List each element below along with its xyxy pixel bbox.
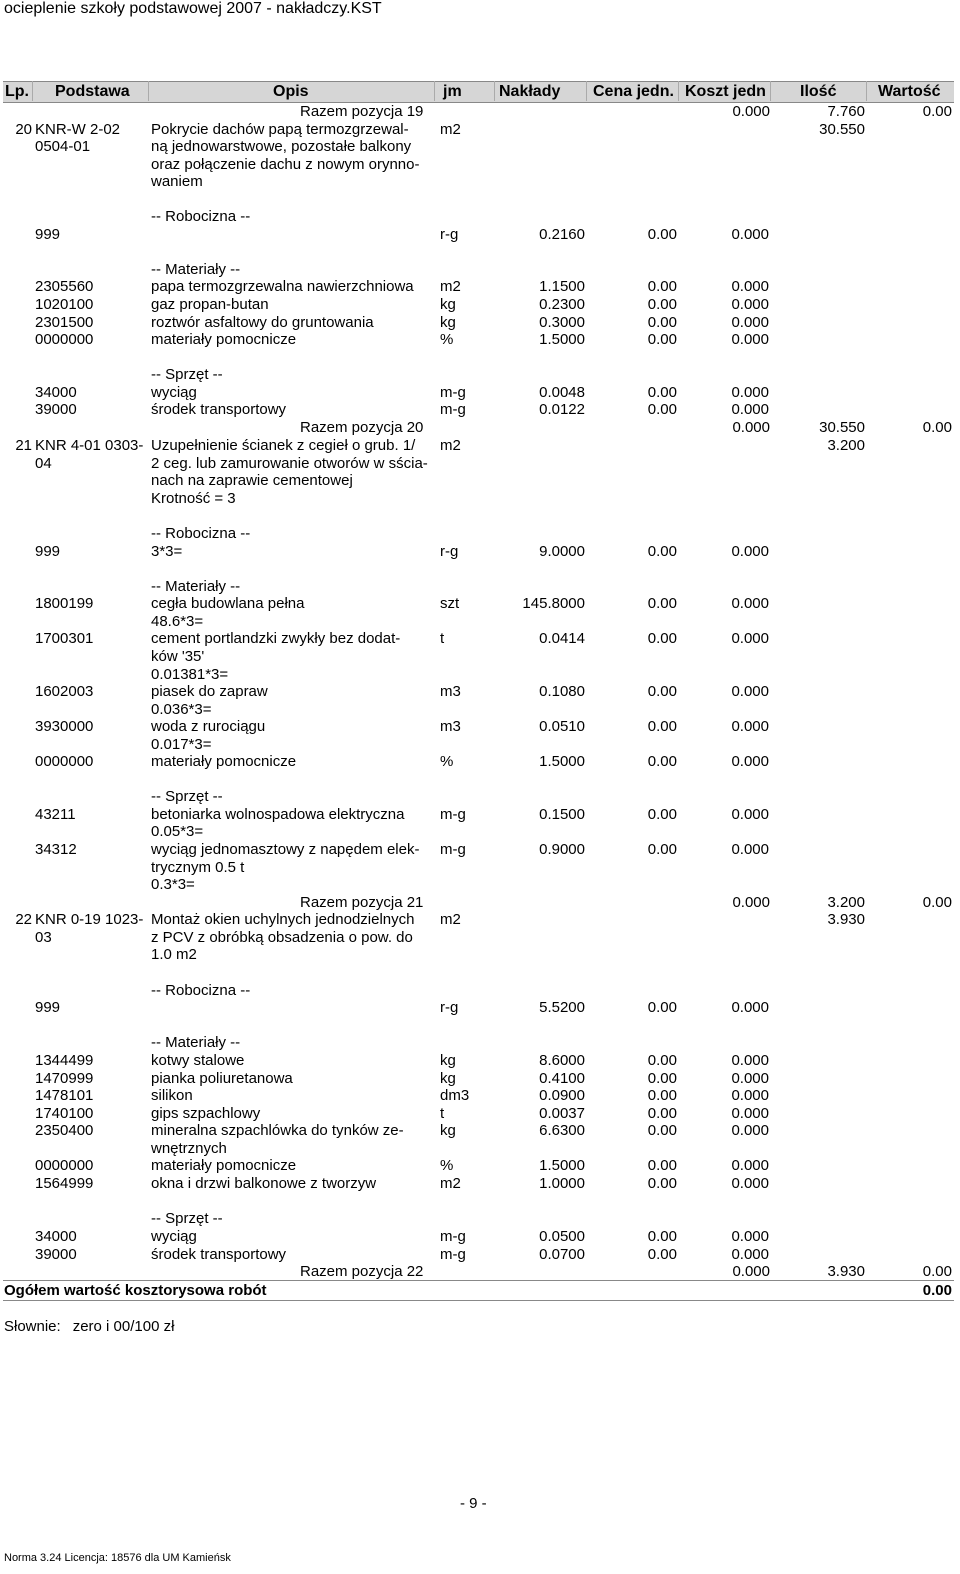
item-code: 34000	[35, 384, 77, 401]
razem-ilosc: 3.200	[827, 894, 865, 911]
item-koszt: 0.000	[731, 226, 769, 243]
item-jm: %	[440, 331, 454, 348]
footer-license: Norma 3.24 Licencja: 18576 dla UM Kamieńsk	[4, 1552, 231, 1564]
razem-ilosc: 3.930	[827, 1263, 865, 1280]
item-cena: 0.00	[647, 1175, 677, 1192]
item-koszt: 0.000	[731, 1175, 769, 1192]
item-description: pianka poliuretanowa	[151, 1070, 293, 1087]
item-code: 1800199	[35, 595, 94, 612]
position-jm: m2	[440, 437, 461, 454]
item-code: 1564999	[35, 1175, 94, 1192]
item-jm: m-g	[440, 806, 466, 823]
item-cena: 0.00	[647, 841, 677, 858]
item-cena: 0.00	[647, 1246, 677, 1263]
item-naklady: 0.2300	[539, 296, 585, 313]
document-title: ocieplenie szkoły podstawowej 2007 - nakładczy.KST	[4, 0, 382, 17]
item-koszt: 0.000	[731, 1070, 769, 1087]
item-description: materiały pomocnicze	[151, 753, 297, 770]
item-code: 3930000	[35, 718, 94, 735]
razem-koszt: 0.000	[732, 894, 770, 911]
item-cena: 0.00	[647, 753, 677, 770]
col-podstawa: Podstawa	[55, 83, 130, 100]
item-koszt: 0.000	[731, 1157, 769, 1174]
item-description: kotwy stalowe	[151, 1052, 245, 1069]
amount-in-words	[4, 1318, 186, 1335]
item-jm: %	[440, 753, 454, 770]
item-koszt: 0.000	[731, 1246, 769, 1263]
item-naklady: 0.0900	[539, 1087, 585, 1104]
razem-wartosc: 0.00	[922, 419, 952, 436]
section-label: -- Sprzęt --	[151, 1210, 223, 1227]
table-header	[3, 81, 954, 103]
item-koszt: 0.000	[731, 1052, 769, 1069]
item-jm: szt	[440, 595, 460, 612]
item-jm: r-g	[440, 543, 459, 560]
item-description: materiały pomocnicze	[151, 1157, 297, 1174]
item-jm: dm3	[440, 1087, 470, 1104]
item-code: 39000	[35, 1246, 77, 1263]
item-description: gips szpachlowy	[151, 1105, 261, 1122]
item-jm: m-g	[440, 1228, 466, 1245]
razem-wartosc: 0.00	[922, 1263, 952, 1280]
position-lp: 21	[15, 437, 32, 454]
position-jm: m2	[440, 121, 461, 138]
section-label: -- Materiały --	[151, 261, 241, 278]
item-code: 1602003	[35, 683, 94, 700]
item-description: woda z rurociągu	[151, 718, 266, 735]
razem-label: Razem pozycja 20	[300, 419, 424, 436]
item-cena: 0.00	[647, 296, 677, 313]
item-jm: kg	[440, 296, 456, 313]
item-naklady: 0.0414	[539, 630, 585, 647]
item-cena: 0.00	[647, 278, 677, 295]
item-naklady: 0.1500	[539, 806, 585, 823]
item-code: 1478101	[35, 1087, 94, 1104]
item-cena: 0.00	[647, 543, 677, 560]
item-description: materiały pomocnicze	[151, 331, 297, 348]
item-jm: kg	[440, 1052, 456, 1069]
item-jm: m3	[440, 683, 461, 700]
position-podstawa: 0504-01	[35, 138, 91, 155]
position-description: oraz połączenie dachu z nowym orynno-	[151, 156, 420, 173]
page-number: - 9 -	[460, 1495, 487, 1512]
item-cena: 0.00	[647, 1087, 677, 1104]
position-description: Pokrycie dachów papą termozgrzewal-	[151, 121, 409, 138]
item-koszt: 0.000	[731, 1087, 769, 1104]
item-description: wnętrznych	[151, 1140, 227, 1157]
item-naklady: 1.0000	[539, 1175, 585, 1192]
item-naklady: 0.2160	[539, 226, 585, 243]
item-cena: 0.00	[647, 1122, 677, 1139]
item-koszt: 0.000	[731, 314, 769, 331]
item-jm: m-g	[440, 384, 466, 401]
item-description: wyciąg	[151, 384, 197, 401]
razem-label: Razem pozycja 22	[300, 1263, 424, 1280]
col-lp: Lp.	[5, 83, 29, 100]
item-naklady: 0.0037	[539, 1105, 585, 1122]
position-description: ną jednowarstwowe, pozostałe balkony	[151, 138, 412, 155]
item-naklady: 1.1500	[539, 278, 585, 295]
item-code: 39000	[35, 401, 77, 418]
section-label: -- Sprzęt --	[151, 366, 223, 383]
item-jm: m-g	[440, 841, 466, 858]
item-description: trycznym 0.5 t	[151, 859, 245, 876]
item-naklady: 0.1080	[539, 683, 585, 700]
item-koszt: 0.000	[731, 384, 769, 401]
item-code: 1344499	[35, 1052, 94, 1069]
item-cena: 0.00	[647, 401, 677, 418]
col-jm: jm	[443, 83, 462, 100]
item-naklady: 5.5200	[539, 999, 585, 1016]
item-description: roztwór asfaltowy do gruntowania	[151, 314, 374, 331]
item-cena: 0.00	[647, 314, 677, 331]
item-naklady: 145.8000	[522, 595, 585, 612]
position-ilosc: 30.550	[819, 121, 865, 138]
item-code: 2350400	[35, 1122, 94, 1139]
item-jm: t	[440, 1105, 445, 1122]
item-code: 1470999	[35, 1070, 94, 1087]
item-cena: 0.00	[647, 1228, 677, 1245]
position-podstawa: KNR-W 2-02	[35, 121, 121, 138]
item-code: 1020100	[35, 296, 94, 313]
item-naklady: 1.5000	[539, 331, 585, 348]
position-description: waniem	[151, 173, 203, 190]
col-cena: Cena jedn.	[593, 83, 674, 100]
razem-wartosc: 0.00	[922, 103, 952, 120]
section-label: -- Robocizna --	[151, 525, 251, 542]
item-description: 3*3=	[151, 543, 183, 560]
item-description: gaz propan-butan	[151, 296, 269, 313]
item-jm: %	[440, 1157, 454, 1174]
item-code: 0000000	[35, 1157, 94, 1174]
position-description: Krotność = 3	[151, 490, 236, 507]
item-koszt: 0.000	[731, 1228, 769, 1245]
item-jm: kg	[440, 1070, 456, 1087]
item-description: wyciąg jednomasztowy z napędem elek-	[151, 841, 420, 858]
item-koszt: 0.000	[731, 331, 769, 348]
position-podstawa: 03	[35, 929, 52, 946]
position-jm: m2	[440, 911, 461, 928]
item-description: środek transportowy	[151, 401, 287, 418]
item-koszt: 0.000	[731, 1105, 769, 1122]
item-code: 1740100	[35, 1105, 94, 1122]
item-koszt: 0.000	[731, 753, 769, 770]
position-podstawa: KNR 0-19 1023-	[35, 911, 144, 928]
position-podstawa: 04	[35, 455, 52, 472]
item-naklady: 1.5000	[539, 1157, 585, 1174]
item-jm: m-g	[440, 401, 466, 418]
item-description: mineralna szpachlówka do tynków ze-	[151, 1122, 404, 1139]
item-code: 34000	[35, 1228, 77, 1245]
razem-wartosc: 0.00	[922, 894, 952, 911]
item-description: cement portlandzki zwykły bez dodat-	[151, 630, 401, 647]
razem-ilosc: 7.760	[827, 103, 865, 120]
item-cena: 0.00	[647, 331, 677, 348]
position-description: Montaż okien uchylnych jednodzielnych	[151, 911, 415, 928]
item-naklady: 0.0510	[539, 718, 585, 735]
item-code: 2305560	[35, 278, 94, 295]
item-koszt: 0.000	[731, 595, 769, 612]
item-description: silikon	[151, 1087, 193, 1104]
item-cena: 0.00	[647, 1105, 677, 1122]
section-label: -- Materiały --	[151, 578, 241, 595]
item-cena: 0.00	[647, 1070, 677, 1087]
section-label: -- Sprzęt --	[151, 788, 223, 805]
razem-koszt: 0.000	[732, 103, 770, 120]
item-naklady: 0.4100	[539, 1070, 585, 1087]
item-koszt: 0.000	[731, 841, 769, 858]
razem-label: Razem pozycja 19	[300, 103, 424, 120]
razem-label: Razem pozycja 21	[300, 894, 424, 911]
position-description: nach na zaprawie cementowej	[151, 472, 353, 489]
item-code: 1700301	[35, 630, 94, 647]
item-cena: 0.00	[647, 595, 677, 612]
item-cena: 0.00	[647, 718, 677, 735]
item-extra: 0.01381*3=	[151, 666, 229, 683]
item-cena: 0.00	[647, 806, 677, 823]
item-jm: kg	[440, 314, 456, 331]
item-cena: 0.00	[647, 683, 677, 700]
item-naklady: 1.5000	[539, 753, 585, 770]
amount-in-words-label: Słownie:	[4, 1318, 61, 1335]
item-description: papa termozgrzewalna nawierzchniowa	[151, 278, 414, 295]
item-code: 999	[35, 226, 61, 243]
item-naklady: 0.3000	[539, 314, 585, 331]
item-koszt: 0.000	[731, 401, 769, 418]
section-label: -- Robocizna --	[151, 982, 251, 999]
item-koszt: 0.000	[731, 296, 769, 313]
item-naklady: 0.0500	[539, 1228, 585, 1245]
item-naklady: 8.6000	[539, 1052, 585, 1069]
col-koszt: Koszt jedn	[685, 83, 766, 100]
item-description: cegła budowlana pełna	[151, 595, 305, 612]
item-jm: r-g	[440, 226, 459, 243]
item-extra: 48.6*3=	[151, 613, 204, 630]
item-code: 0000000	[35, 753, 94, 770]
item-cena: 0.00	[647, 384, 677, 401]
item-description: betoniarka wolnospadowa elektryczna	[151, 806, 405, 823]
razem-koszt: 0.000	[732, 1263, 770, 1280]
item-code: 999	[35, 543, 61, 560]
item-koszt: 0.000	[731, 1122, 769, 1139]
position-description: z PCV z obróbką obsadzenia o pow. do	[151, 929, 413, 946]
position-description: 1.0 m2	[151, 946, 197, 963]
position-lp: 20	[15, 121, 32, 138]
item-koszt: 0.000	[731, 806, 769, 823]
item-extra: 0.05*3=	[151, 823, 204, 840]
item-naklady: 9.0000	[539, 543, 585, 560]
item-jm: r-g	[440, 999, 459, 1016]
position-lp: 22	[15, 911, 32, 928]
col-naklady: Nakłady	[499, 83, 561, 100]
item-code: 2301500	[35, 314, 94, 331]
item-koszt: 0.000	[731, 683, 769, 700]
item-koszt: 0.000	[731, 543, 769, 560]
item-cena: 0.00	[647, 1157, 677, 1174]
item-description: wyciąg	[151, 1228, 197, 1245]
col-wartosc: Wartość	[878, 83, 941, 100]
item-extra: 0.036*3=	[151, 701, 212, 718]
item-naklady: 0.0122	[539, 401, 585, 418]
item-jm: t	[440, 630, 445, 647]
item-jm: m2	[440, 278, 461, 295]
item-jm: kg	[440, 1122, 456, 1139]
item-naklady: 0.0048	[539, 384, 585, 401]
grand-total-row	[3, 1280, 954, 1301]
item-naklady: 6.6300	[539, 1122, 585, 1139]
item-naklady: 0.0700	[539, 1246, 585, 1263]
item-koszt: 0.000	[731, 718, 769, 735]
item-koszt: 0.000	[731, 999, 769, 1016]
item-jm: m3	[440, 718, 461, 735]
item-koszt: 0.000	[731, 630, 769, 647]
item-code: 999	[35, 999, 61, 1016]
section-label: -- Robocizna --	[151, 208, 251, 225]
position-ilosc: 3.930	[827, 911, 865, 928]
position-description: 2 ceg. lub zamurowanie otworów w sścia-	[151, 455, 428, 472]
grand-total-label: Ogółem wartość kosztorysowa robót	[4, 1282, 267, 1299]
position-description: Uzupełnienie ścianek z cegieł o grub. 1/	[151, 437, 416, 454]
item-cena: 0.00	[647, 226, 677, 243]
razem-ilosc: 30.550	[819, 419, 865, 436]
col-ilosc: Ilość	[800, 83, 837, 100]
position-podstawa: KNR 4-01 0303-	[35, 437, 144, 454]
item-description: piasek do zapraw	[151, 683, 268, 700]
grand-total-value: 0.00	[922, 1282, 952, 1299]
item-code: 34312	[35, 841, 77, 858]
item-cena: 0.00	[647, 1052, 677, 1069]
item-extra: 0.3*3=	[151, 876, 195, 893]
item-cena: 0.00	[647, 630, 677, 647]
col-opis: Opis	[273, 83, 309, 100]
item-code: 0000000	[35, 331, 94, 348]
item-description: okna i drzwi balkonowe z tworzyw	[151, 1175, 377, 1192]
item-koszt: 0.000	[731, 278, 769, 295]
amount-in-words-value: zero i 00/100 zł	[72, 1318, 175, 1335]
item-jm: m-g	[440, 1246, 466, 1263]
item-jm: m2	[440, 1175, 461, 1192]
position-ilosc: 3.200	[827, 437, 865, 454]
item-cena: 0.00	[647, 999, 677, 1016]
item-description: ków '35'	[151, 648, 205, 665]
section-label: -- Materiały --	[151, 1034, 241, 1051]
item-extra: 0.017*3=	[151, 736, 212, 753]
item-code: 43211	[35, 806, 76, 823]
razem-koszt: 0.000	[732, 419, 770, 436]
item-naklady: 0.9000	[539, 841, 585, 858]
item-description: środek transportowy	[151, 1246, 287, 1263]
